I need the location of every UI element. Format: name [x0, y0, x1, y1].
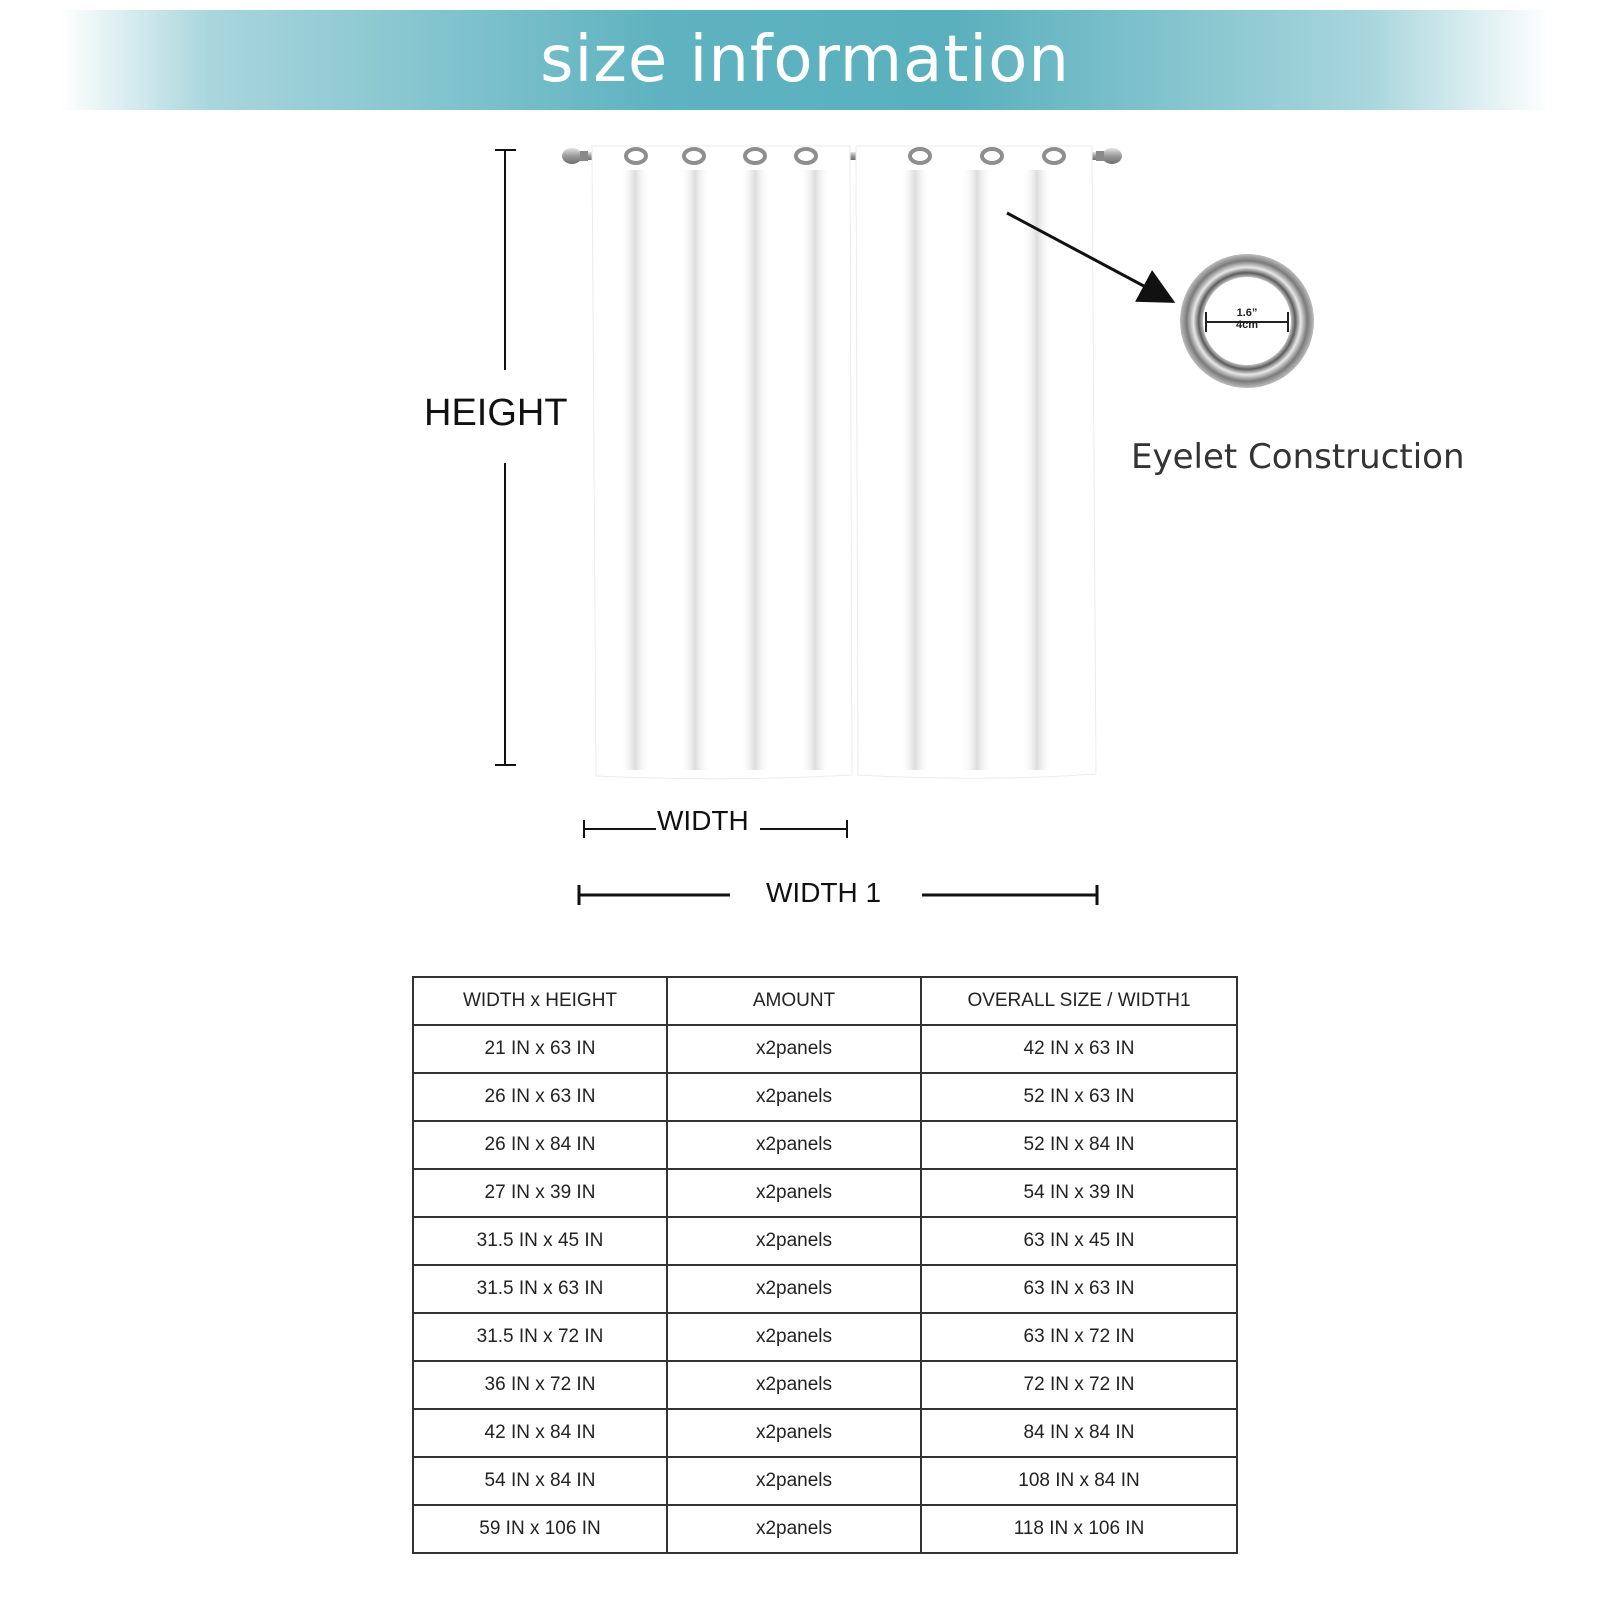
cell-amount: x2panels	[667, 1457, 921, 1505]
cell-overall-size: 63 IN x 45 IN	[921, 1217, 1237, 1265]
table-row	[413, 1265, 1237, 1313]
height-dimension	[495, 150, 516, 765]
cell-overall-size: 108 IN x 84 IN	[921, 1457, 1237, 1505]
size-table	[412, 976, 1238, 1554]
cell-overall-size: 84 IN x 84 IN	[921, 1409, 1237, 1457]
eyelet-inch: 1.6”	[1236, 307, 1258, 319]
table-row	[413, 1505, 1237, 1553]
cell-amount: x2panels	[667, 1265, 921, 1313]
width1-label: WIDTH 1	[766, 877, 882, 908]
cell-amount: x2panels	[667, 1121, 921, 1169]
table-row	[413, 1121, 1237, 1169]
curtain-panel-left	[592, 146, 852, 779]
table-row	[413, 1361, 1237, 1409]
table-row	[413, 1025, 1237, 1073]
width-label: WIDTH	[657, 805, 749, 836]
page-title: size information	[540, 23, 1070, 97]
cell-amount: x2panels	[667, 1025, 921, 1073]
cell-amount: x2panels	[667, 1217, 921, 1265]
header-width-height: WIDTH x HEIGHT	[413, 977, 667, 1025]
table-row	[413, 1169, 1237, 1217]
cell-width-height: 54 IN x 84 IN	[413, 1457, 667, 1505]
cell-width-height: 36 IN x 72 IN	[413, 1361, 667, 1409]
cell-amount: x2panels	[667, 1169, 921, 1217]
cell-width-height: 27 IN x 39 IN	[413, 1169, 667, 1217]
cell-width-height: 26 IN x 84 IN	[413, 1121, 667, 1169]
cell-amount: x2panels	[667, 1505, 921, 1553]
table-header-row	[413, 977, 1237, 1025]
height-label: HEIGHT	[424, 392, 568, 434]
cell-overall-size: 52 IN x 84 IN	[921, 1121, 1237, 1169]
cell-amount: x2panels	[667, 1313, 921, 1361]
cell-width-height: 59 IN x 106 IN	[413, 1505, 667, 1553]
cell-width-height: 31.5 IN x 45 IN	[413, 1217, 667, 1265]
cell-overall-size: 118 IN x 106 IN	[921, 1505, 1237, 1553]
table-row	[413, 1409, 1237, 1457]
eyelet-caption: Eyelet Construction	[1131, 437, 1465, 477]
cell-overall-size: 42 IN x 63 IN	[921, 1025, 1237, 1073]
cell-width-height: 21 IN x 63 IN	[413, 1025, 667, 1073]
table-row	[413, 1217, 1237, 1265]
cell-overall-size: 63 IN x 63 IN	[921, 1265, 1237, 1313]
header-amount: AMOUNT	[667, 977, 921, 1025]
cell-overall-size: 52 IN x 63 IN	[921, 1073, 1237, 1121]
cell-width-height: 42 IN x 84 IN	[413, 1409, 667, 1457]
cell-width-height: 31.5 IN x 63 IN	[413, 1265, 667, 1313]
cell-width-height: 31.5 IN x 72 IN	[413, 1313, 667, 1361]
cell-overall-size: 54 IN x 39 IN	[921, 1169, 1237, 1217]
cell-width-height: 26 IN x 63 IN	[413, 1073, 667, 1121]
eyelet-cm: 4cm	[1235, 319, 1259, 331]
cell-amount: x2panels	[667, 1361, 921, 1409]
cell-overall-size: 72 IN x 72 IN	[921, 1361, 1237, 1409]
cell-amount: x2panels	[667, 1409, 921, 1457]
eyelet-measurement	[1215, 307, 1279, 331]
header-overall-size: OVERALL SIZE / WIDTH1	[921, 977, 1237, 1025]
cell-amount: x2panels	[667, 1073, 921, 1121]
cell-overall-size: 63 IN x 72 IN	[921, 1313, 1237, 1361]
table-row	[413, 1313, 1237, 1361]
table-row	[413, 1073, 1237, 1121]
table-row	[413, 1457, 1237, 1505]
